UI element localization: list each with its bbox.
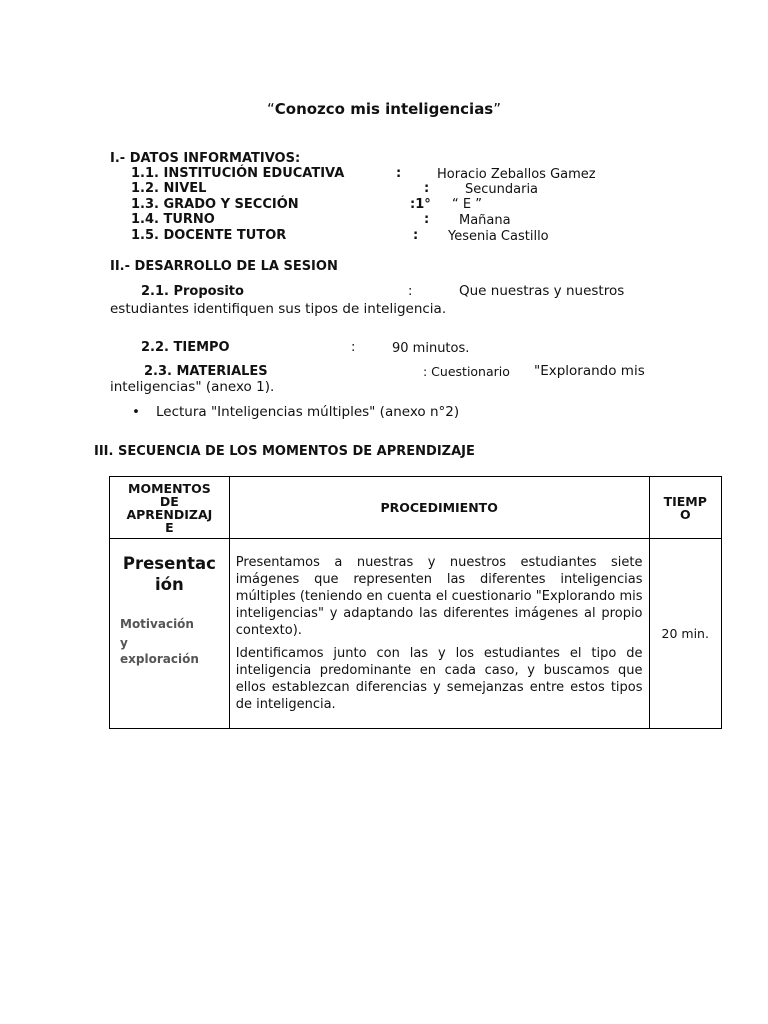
info-label-docente: 1.5. DOCENTE TUTOR (131, 228, 287, 243)
proposito-label: 2.1. Proposito (141, 284, 244, 299)
header-tiempo-line2: O (679, 506, 691, 522)
momento-sub-line3: exploración (120, 652, 199, 666)
info-value-docente: Yesenia Castillo (448, 229, 549, 244)
info-colon-turno: : (424, 212, 430, 227)
materiales-value-line2: inteligencias" (anexo 1). (110, 379, 275, 395)
section1-heading: I.- DATOS INFORMATIVOS: (110, 151, 301, 166)
info-value-institucion: Horacio Zeballos Gamez (437, 167, 596, 182)
header-momentos (110, 477, 230, 539)
title-close-quote: ” (493, 100, 502, 118)
info-colon-institucion: : (396, 166, 402, 181)
header-momentos-line4: E (165, 519, 174, 535)
header-momentos-line1: MOMENTOS (128, 480, 211, 496)
momento-sub-line2: y (120, 636, 128, 650)
section2-heading: II.- DESARROLLO DE LA SESION (110, 259, 338, 274)
info-value-grado: “ E ” (452, 197, 482, 212)
proposito-value-line1: Que nuestras y nuestros (459, 283, 625, 299)
tiempo-cell: 20 min. (649, 539, 721, 729)
materiales-bullet-dot: • (132, 404, 140, 420)
header-momentos-line2: DE (159, 493, 179, 509)
momento-sub-line1: Motivación (120, 617, 194, 631)
momento-title-line1: Presentac (122, 554, 216, 573)
info-label-institucion: 1.1. INSTITUCIÓN EDUCATIVA (131, 166, 345, 181)
info-label-grado: 1.3. GRADO Y SECCIÓN (131, 197, 299, 212)
tiempo-value: 90 minutos. (392, 341, 470, 356)
materiales-label: 2.3. MATERIALES (144, 364, 268, 379)
procedimiento-paragraph-2: Identificamos junto con las y los estudiantes el tipo de inteligencia predominante en cada caso, y buscamos que ellos establezcan diferencias y semejanzas entre estos tipos de inteligencia. (235, 646, 643, 712)
info-label-nivel: 1.2. NIVEL (131, 181, 207, 196)
header-tiempo (649, 477, 721, 539)
table-header-row (110, 477, 722, 539)
header-momentos-line3: APRENDIZAJ (126, 506, 213, 522)
proposito-colon: : (408, 284, 413, 299)
info-colon-grado: :1° (410, 197, 431, 212)
document-title (0, 100, 768, 118)
proposito-value-line2: estudiantes identifiquen sus tipos de inteligencia. (110, 301, 447, 317)
info-label-turno: 1.4. TURNO (131, 212, 215, 227)
info-colon-nivel: : (424, 181, 430, 196)
momento-title (114, 553, 225, 595)
procedimiento-cell (229, 539, 649, 729)
sequence-table (109, 476, 722, 729)
tiempo-colon: : (351, 340, 356, 355)
momento-cell (110, 539, 230, 729)
header-procedimiento: PROCEDIMIENTO (229, 477, 649, 539)
materiales-bullet-item: Lectura "Inteligencias múltiples" (anexo n°2) (156, 404, 460, 420)
info-value-turno: Mañana (459, 213, 511, 228)
table-row (110, 539, 722, 729)
momento-title-line2: ión (155, 575, 184, 594)
header-tiempo-line1: TIEMP (663, 493, 707, 509)
title-text: Conozco mis inteligencias (274, 100, 494, 118)
info-colon-docente: : (413, 228, 419, 243)
info-value-nivel: Secundaria (465, 182, 539, 197)
materiales-colon: : Cuestionario (423, 364, 510, 379)
tiempo-label: 2.2. TIEMPO (141, 340, 230, 355)
procedimiento-paragraph-1: Presentamos a nuestras y nuestros estudiantes siete imágenes que representen las diferentes inteligencias múltiples (teniendo en cuenta el cuestionario "Explorando mis inteligencias" y adaptando las diferentes imágenes al propio contexto). (235, 555, 643, 638)
materiales-value-line1: "Explorando mis (534, 363, 645, 379)
title-open-quote: “ (266, 100, 275, 118)
section3-heading: III. SECUENCIA DE LOS MOMENTOS DE APRENDIZAJE (94, 444, 475, 459)
